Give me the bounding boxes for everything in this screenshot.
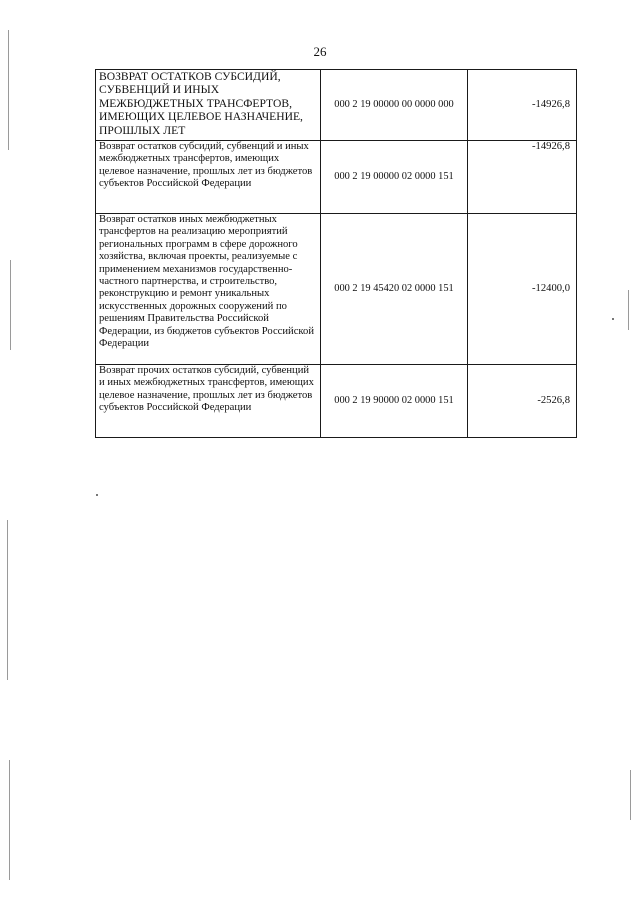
row-budget-code: 000 2 19 45420 02 0000 151 [321,214,468,365]
scan-edge-mark [9,760,10,880]
scan-edge-mark [628,290,629,330]
scan-edge-mark [10,260,11,350]
row-description: Возврат прочих остатков субсидий, субвенций и иных межбюджетных трансфертов, имеющих целевое назначение, прошлых лет из бюджетов субъектов Российской Федерации [96,365,321,438]
page-number: 26 [313,44,327,59]
table-row [96,141,577,214]
scan-speck [96,494,98,496]
row-amount: -2526,8 [468,365,577,438]
row-description: Возврат остатков иных межбюджетных трансфертов на реализацию мероприятий региональных программ в сфере дорожного хозяйства, включая проекты, реализуемые с применением механизмов государственно-частного партнерства, и строительство, реконструкцию и ремонт уникальных искусственных дорожных сооружений по решениям Правительства Российской Федерации, из бюджетов субъектов Российской Федерации [96,214,321,365]
row-amount: -14926,8 [468,141,577,214]
row-amount: -14926,8 [468,70,577,141]
row-amount: -12400,0 [468,214,577,365]
scan-edge-mark [7,520,8,680]
table-row [96,70,577,141]
scan-edge-mark [630,770,631,820]
row-budget-code: 000 2 19 00000 02 0000 151 [321,141,468,214]
table-row [96,365,577,438]
row-budget-code: 000 2 19 00000 00 0000 000 [321,70,468,141]
row-description: ВОЗВРАТ ОСТАТКОВ СУБСИДИЙ, СУБВЕНЦИЙ И ИНЫХ МЕЖБЮДЖЕТНЫХ ТРАНСФЕРТОВ, ИМЕЮЩИХ ЦЕЛЕВОЕ НАЗНАЧЕНИЕ, ПРОШЛЫХ ЛЕТ [96,70,321,141]
row-budget-code: 000 2 19 90000 02 0000 151 [321,365,468,438]
scan-speck [612,318,614,320]
row-description: Возврат остатков субсидий, субвенций и иных межбюджетных трансфертов, имеющих целевое назначение, прошлых лет из бюджетов субъектов Российской Федерации [96,141,321,214]
table-row [96,214,577,365]
scan-edge-mark [8,30,9,150]
budget-table [95,69,577,438]
